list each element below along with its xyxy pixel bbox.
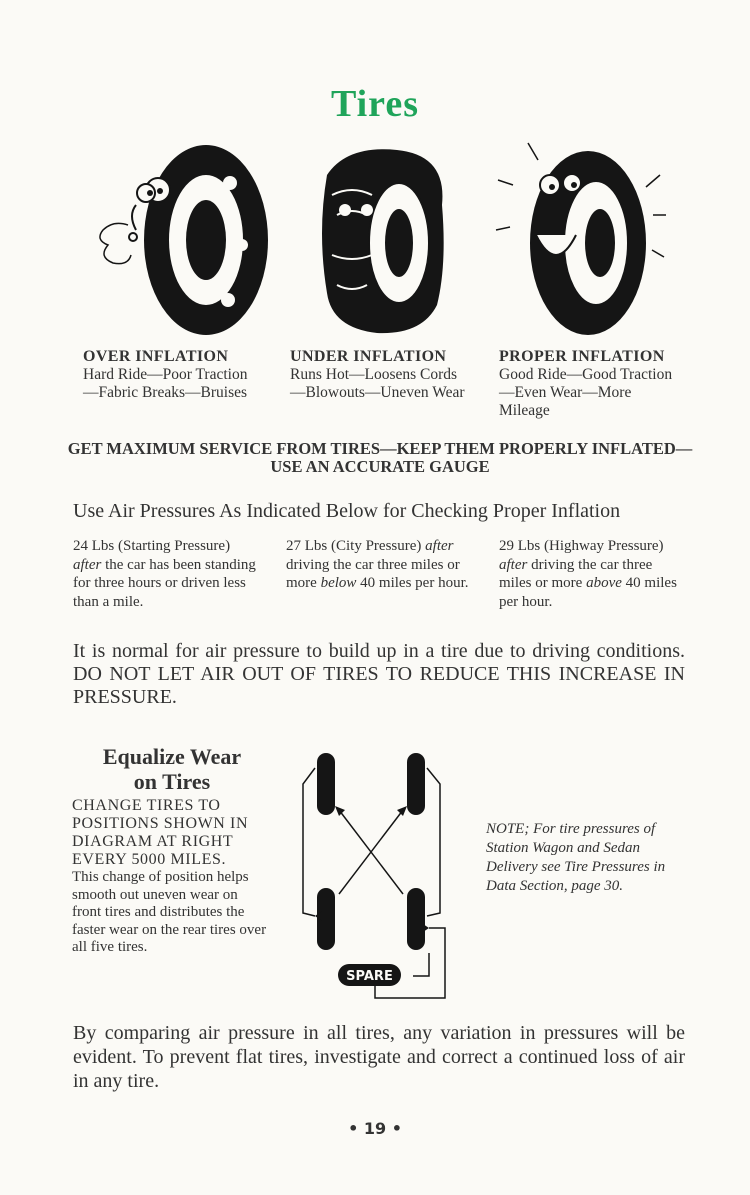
pressure-label: (Starting Pressure): [118, 538, 231, 554]
column-heading: PROPER INFLATION: [499, 348, 665, 365]
column-body: Runs Hot—Loosens Cords—Blowouts—Uneven Wear: [290, 366, 465, 401]
column-body: Good Ride—Good Traction—Even Wear—More Mileage: [499, 366, 673, 419]
pressure-column-highway: [499, 537, 687, 611]
pressure-label: (Highway Pressure): [544, 538, 664, 554]
pressure-text-2: 40 miles per hour.: [360, 575, 469, 591]
pressure-label: (City Pressure): [331, 538, 422, 554]
equalize-wear-heading: [72, 744, 272, 794]
column-body: Hard Ride—Poor Traction—Fabric Breaks—Bruises: [83, 366, 248, 401]
proper-inflated-tire-cartoon-icon: [488, 135, 678, 345]
note-station-wagon: NOTE; For tire pressures of Station Wagon and Sedan Delivery see Tire Pressures in Data Section, page 30.: [486, 821, 666, 894]
over-inflated-tire-cartoon-icon: [88, 135, 278, 345]
equalize-instruction: CHANGE TIRES TO POSITIONS SHOWN IN DIAGRAM AT RIGHT EVERY 5000 MILES.: [72, 797, 249, 868]
page-number: • 19 •: [348, 1119, 402, 1138]
proper-inflation-column: [499, 348, 694, 420]
pressure-text: driving the car three miles or more: [286, 556, 460, 591]
pressure-text: driving the car three miles or more: [499, 556, 653, 591]
under-inflated-tire-cartoon-icon: [287, 135, 477, 345]
equalize-title-line-2: on Tires: [133, 769, 211, 794]
pressure-text-2: 40 miles per hour.: [499, 575, 677, 610]
normal-pressure-paragraph: It is normal for air pressure to build up in a tire due to driving conditions. DO NOT LET AIR OUT OF TIRES TO REDUCE THIS INCREASE IN PRESSURE.: [73, 640, 685, 708]
use-air-pressures-heading: Use Air Pressures As Indicated Below for Checking Proper Inflation: [73, 500, 621, 522]
under-inflation-column: [290, 348, 485, 402]
keep-inflated-notice: GET MAXIMUM SERVICE FROM TIRES—KEEP THEM PROPERLY INFLATED—USE AN ACCURATE GAUGE: [67, 439, 693, 476]
column-heading: UNDER INFLATION: [290, 348, 447, 365]
pressure-text: the car has been standing for three hours or driven less than a mile.: [73, 556, 256, 610]
pressure-column-starting: [73, 537, 261, 611]
spare-label: SPARE: [346, 969, 393, 984]
pressure-emphasis: after: [73, 556, 102, 573]
pressure-emphasis-2: above: [586, 575, 622, 591]
pressure-emphasis: after: [499, 556, 528, 573]
tire-rotation-diagram-icon: [295, 748, 460, 1006]
pressure-column-city: [286, 537, 474, 593]
pressure-emphasis-2: below: [320, 575, 357, 591]
equalize-wear-body: [72, 797, 268, 957]
pressure-value: 24 Lbs: [73, 538, 115, 554]
equalize-title-line-1: Equalize Wear: [102, 744, 242, 769]
page-title: Tires: [330, 83, 420, 125]
pressure-value: 29 Lbs: [499, 538, 541, 554]
equalize-explanation: This change of position helps smooth out uneven wear on front tires and distributes the faster wear on the rear tires over all five tires.: [72, 869, 267, 955]
pressure-value: 27 Lbs: [286, 538, 328, 554]
column-heading: OVER INFLATION: [83, 348, 229, 365]
by-comparing-paragraph: By comparing air pressure in all tires, any variation in pressures will be evident. To prevent flat tires, investigate and correct a continued loss of air in any tire.: [73, 1022, 685, 1092]
pressure-emphasis: after: [425, 538, 454, 554]
over-inflation-column: [83, 348, 278, 402]
